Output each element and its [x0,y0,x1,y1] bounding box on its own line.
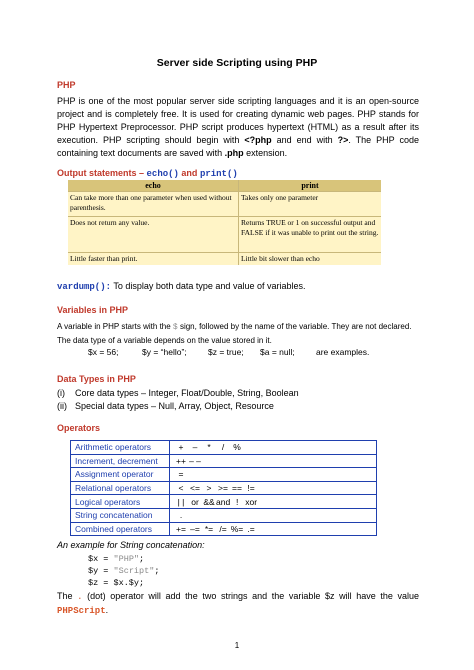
table-row: Combined operators += –= *= /= %= .= [71,522,377,536]
php-paragraph: PHP is one of the most popular server side scripting languages and it is an open-source project and is completely free. It is used for creating dynamic web pages. PHP stands for PHP Hypertext Preprocessor. PHP script produces hypertext (HTML) as a result after its execution. PHP scripting should begin with <?php and end with ?>. The PHP code containing text documents are saved with .php extension. [57,96,419,158]
table-row: Little faster than print. Little bit slower than echo [68,253,381,265]
code-line: $x = "PHP"; [88,554,145,564]
list-item: (i) Core data types – Integer, Float/Double, String, Boolean [57,388,299,398]
document-page: Server side Scripting using PHP PHP PHP is one of the most popular server side scripting languages and it is an open-source project and is completely free. It is used for creating dynamic web pages. PHP stands for PHP Hypertext Preprocessor. PHP script produces hypertext (HTML) as a result after its execution. PHP scripting should begin with <?php and end with ?>. The PHP code containing text documents are saved with .php extension. Output statements – echo() and print() echo print Can take more than one parameter when used without parenthesis. Takes only one parameter Does not return any value. Returns TRUE or 1 on successful output and FALSE if it was unable to print out the string. Little faster than print. Little bit slower than echo vardump(): To display both data type and value of variables. Variables in PHP A variable in PHP starts with the $ sign, followed by the name of the variable. They are not declared. The data type of a variable depends on the value stored in it. $x = 56; $y = “hello”; $z = true; $a = null; are examples. Data Types in PHP (i) Core data types – Integer, Float/Double, String, Boolean (ii) Special data types – Null, Array, Object, Resource Operators Arithmetic operators + – * / % Increment, decrement ++ – – Assignment operator = Relational operators < <= > >= == != Logical operators | | or &&and ! xor String concatenation . Combined operators += –= *= /= %= .= An example for String concatenation: $x = "PHP"; $y = "Script"; $z = $x.$y; The . (dot) operator will add the two strings and the variable $z will have the value PHPScript. 1 [0,0,474,670]
table-header-echo: echo [68,180,239,192]
code-line: $y = "Script"; [88,566,160,576]
example-code [88,553,159,589]
table-row: Does not return any value. Returns TRUE or 1 on successful output and FALSE if it was unable to print out the string. [68,217,381,253]
datatypes-list [57,387,417,413]
echo-print-table [68,180,381,265]
vardump-line: vardump(): To display both data type and value of variables. [57,281,306,292]
code-line: $z = $x.$y; [88,578,145,588]
table-row: Assignment operator = [71,468,377,482]
table-row: Increment, decrement ++ – – [71,454,377,468]
table-row: Arithmetic operators + – * / % [71,441,377,455]
list-item: (ii) Special data types – Null, Array, Object, Resource [57,401,274,411]
php-heading: PHP [57,80,76,90]
operators-heading: Operators [57,423,101,433]
output-heading: Output statements – echo() and print() [57,168,238,179]
table-row: Relational operators < <= > >= == != [71,481,377,495]
datatypes-heading: Data Types in PHP [57,374,136,384]
example-heading: An example for String concatenation: [57,540,205,550]
page-title: Server side Scripting using PHP [156,57,318,69]
table-row: Can take more than one parameter when used without parenthesis. Takes only one parameter [68,192,381,217]
table-row: Logical operators | | or &&and ! xor [71,495,377,509]
variables-text: A variable in PHP starts with the $ sign, followed by the name of the variable. They are not declared. The data type of a variable depends on the value stored in it. [57,322,412,345]
table-row: String concatenation . [71,508,377,522]
example-explanation: The . (dot) operator will add the two strings and the variable $z will have the value PHPScript. [57,591,419,616]
page-number: 1 [234,641,240,650]
table-header-print: print [239,180,382,192]
variables-heading: Variables in PHP [57,305,129,315]
operators-table [70,440,377,536]
